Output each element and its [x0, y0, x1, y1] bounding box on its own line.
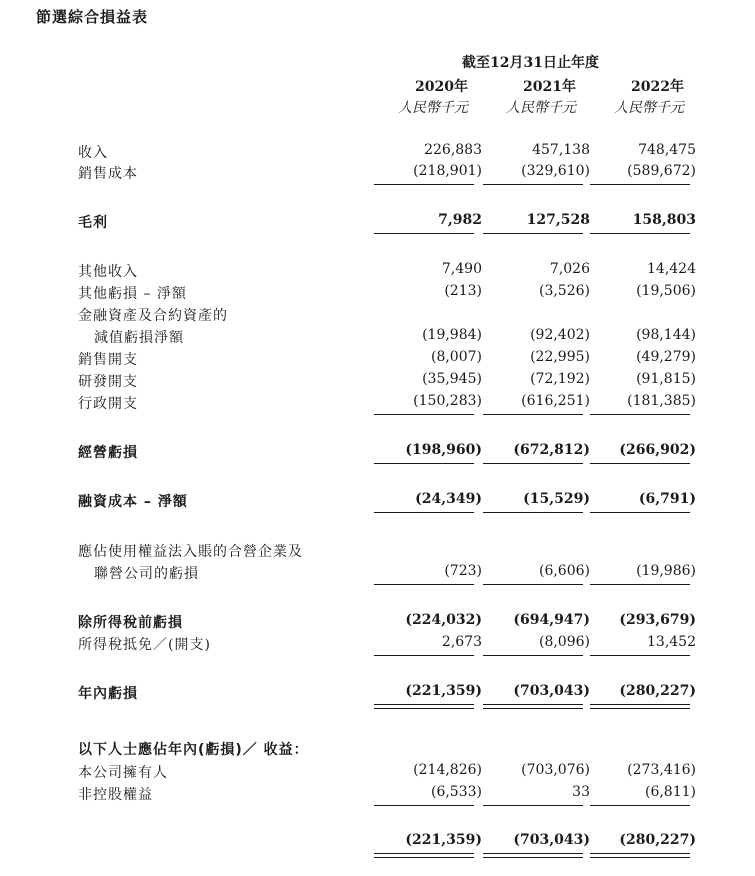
subtotal-rule [590, 512, 690, 513]
cell-non-controlling-2021: 33 [572, 784, 590, 800]
cell-finance-cost-2020: (24,349) [415, 491, 482, 507]
row-label-impairment: 減值虧損淨額 [94, 330, 184, 346]
cell-loss-before-tax-2021: (694,947) [513, 612, 590, 628]
cell-admin-expenses-2020: (150,283) [413, 393, 482, 409]
row-label-non-controlling: 非控股權益 [78, 787, 153, 803]
cell-income-tax-2021: (8,096) [538, 634, 590, 650]
total-double-rule [590, 708, 690, 709]
cell-share-of-losses-2020: (723) [444, 563, 482, 579]
cell-other-losses-2022: (19,506) [636, 283, 696, 299]
cell-finance-cost-2022: (6,791) [638, 491, 696, 507]
total-double-rule [483, 704, 583, 705]
cell-other-income-2022: 14,424 [647, 261, 696, 277]
row-label-share-of-losses: 聯營公司的虧損 [94, 566, 199, 582]
row-label-admin-expenses: 行政開支 [78, 396, 138, 412]
row-label-owners: 本公司擁有人 [78, 765, 168, 781]
row-label-other-losses: 其他虧損 – 淨額 [78, 286, 187, 302]
total-double-rule [374, 853, 474, 854]
row-label-impairment-line1: 金融資產及合約資產的 [78, 308, 228, 324]
subtotal-rule [590, 414, 690, 415]
subtotal-rule [590, 184, 690, 185]
year-header-2021: 2021年 [523, 79, 576, 95]
cell-loss-before-tax-2020: (224,032) [405, 612, 482, 628]
row-label-share-of-losses-line1: 應佔使用權益法入賬的合營企業及 [78, 544, 303, 560]
cell-impairment-2020: (19,984) [422, 327, 482, 343]
total-double-rule [590, 704, 690, 705]
cell-revenue-2020: 226,883 [424, 142, 482, 158]
subtotal-rule [483, 512, 583, 513]
subtotal-rule [374, 463, 474, 464]
subtotal-rule [374, 233, 474, 234]
cell-owners-2020: (214,826) [413, 762, 482, 778]
cell-revenue-2021: 457,138 [532, 142, 590, 158]
subtotal-rule [590, 655, 690, 656]
row-label-gross-profit: 毛利 [78, 215, 108, 231]
row-label-other-income: 其他收入 [78, 264, 138, 280]
cell-other-losses-2020: (213) [444, 283, 482, 299]
row-label-selling-expenses: 銷售開支 [78, 352, 138, 368]
cell-selling-expenses-2022: (49,279) [636, 349, 696, 365]
cell-income-tax-2020: 2,673 [441, 634, 482, 650]
cell-gross-profit-2020: 7,982 [438, 212, 482, 228]
year-header-2022: 2022年 [631, 79, 684, 95]
row-label-income-tax: 所得稅抵免／(開支) [78, 637, 211, 653]
cell-cost-of-sales-2020: (218,901) [413, 163, 482, 179]
total-double-rule [483, 708, 583, 709]
row-label-operating-loss: 經營虧損 [78, 445, 138, 461]
subtotal-rule [483, 655, 583, 656]
cell-finance-cost-2021: (15,529) [523, 491, 590, 507]
row-label-rd-expenses: 研發開支 [78, 374, 138, 390]
cell-rd-expenses-2021: (72,192) [530, 371, 590, 387]
cell-revenue-2022: 748,475 [638, 142, 696, 158]
cell-non-controlling-2020: (6,533) [430, 784, 482, 800]
cell-income-tax-2022: 13,452 [647, 634, 696, 650]
subtotal-rule [374, 512, 474, 513]
total-double-rule [483, 857, 583, 858]
subtotal-rule [374, 414, 474, 415]
cell-operating-loss-2021: (672,812) [513, 442, 590, 458]
cell-selling-expenses-2021: (22,995) [530, 349, 590, 365]
total-double-rule [590, 857, 690, 858]
cell-admin-expenses-2021: (616,251) [521, 393, 590, 409]
subtotal-rule [483, 184, 583, 185]
cell-cost-of-sales-2021: (329,610) [521, 163, 590, 179]
cell-other-income-2021: 7,026 [549, 261, 590, 277]
total-double-rule [374, 704, 474, 705]
cell-impairment-2022: (98,144) [636, 327, 696, 343]
page-title: 節選綜合損益表 [36, 8, 149, 26]
total-double-rule [374, 708, 474, 709]
total-double-rule [374, 857, 474, 858]
subtotal-rule [483, 414, 583, 415]
cell-operating-loss-2022: (266,902) [619, 442, 696, 458]
subtotal-rule [374, 584, 474, 585]
row-label-revenue: 收入 [78, 145, 108, 161]
cell-non-controlling-2022: (6,811) [644, 784, 696, 800]
subtotal-rule [483, 584, 583, 585]
row-label-loss-before-tax: 除所得稅前虧損 [78, 615, 183, 631]
subtotal-rule [374, 805, 474, 806]
cell-loss-for-year-2020: (221,359) [405, 683, 482, 699]
year-header-2020: 2020年 [415, 79, 468, 95]
subtotal-rule [483, 805, 583, 806]
subtotal-rule [590, 584, 690, 585]
cell-rd-expenses-2022: (91,815) [636, 371, 696, 387]
cell-impairment-2021: (92,402) [530, 327, 590, 343]
unit-header-2022: 人民幣千元 [614, 100, 684, 116]
row-label-cost-of-sales: 銷售成本 [78, 166, 138, 182]
cell-loss-for-year-2022: (280,227) [619, 683, 696, 699]
subtotal-rule [374, 184, 474, 185]
total-double-rule [483, 853, 583, 854]
cell-other-income-2020: 7,490 [441, 261, 482, 277]
cell-share-of-losses-2021: (6,606) [538, 563, 590, 579]
cell-selling-expenses-2020: (8,007) [430, 349, 482, 365]
subtotal-rule [590, 233, 690, 234]
row-label-loss-for-year: 年內虧損 [78, 686, 138, 702]
unit-header-2020: 人民幣千元 [398, 100, 468, 116]
cell-owners-2022: (273,416) [627, 762, 696, 778]
cell-loss-before-tax-2022: (293,679) [619, 612, 696, 628]
cell-gross-profit-2022: 158,803 [632, 212, 696, 228]
cell-rd-expenses-2020: (35,945) [422, 371, 482, 387]
cell-gross-profit-2021: 127,528 [526, 212, 590, 228]
subtotal-rule [590, 805, 690, 806]
cell-owners-2021: (703,076) [521, 762, 590, 778]
cell-share-of-losses-2022: (19,986) [636, 563, 696, 579]
cell-total-2020: (221,359) [405, 832, 482, 848]
cell-cost-of-sales-2022: (589,672) [627, 163, 696, 179]
total-double-rule [590, 853, 690, 854]
cell-admin-expenses-2022: (181,385) [627, 393, 696, 409]
subtotal-rule [483, 233, 583, 234]
cell-other-losses-2021: (3,526) [538, 283, 590, 299]
subtotal-rule [590, 463, 690, 464]
cell-operating-loss-2020: (198,960) [405, 442, 482, 458]
period-header: 截至12月31日止年度 [462, 55, 599, 71]
subtotal-rule [374, 655, 474, 656]
cell-total-2021: (703,043) [513, 832, 590, 848]
unit-header-2021: 人民幣千元 [506, 100, 576, 116]
row-label-attributable-to: 以下人士應佔年內(虧損)／ 收益： [78, 742, 309, 758]
row-label-finance-cost: 融資成本 – 淨額 [78, 494, 188, 510]
cell-total-2022: (280,227) [619, 832, 696, 848]
subtotal-rule [483, 463, 583, 464]
cell-loss-for-year-2021: (703,043) [513, 683, 590, 699]
